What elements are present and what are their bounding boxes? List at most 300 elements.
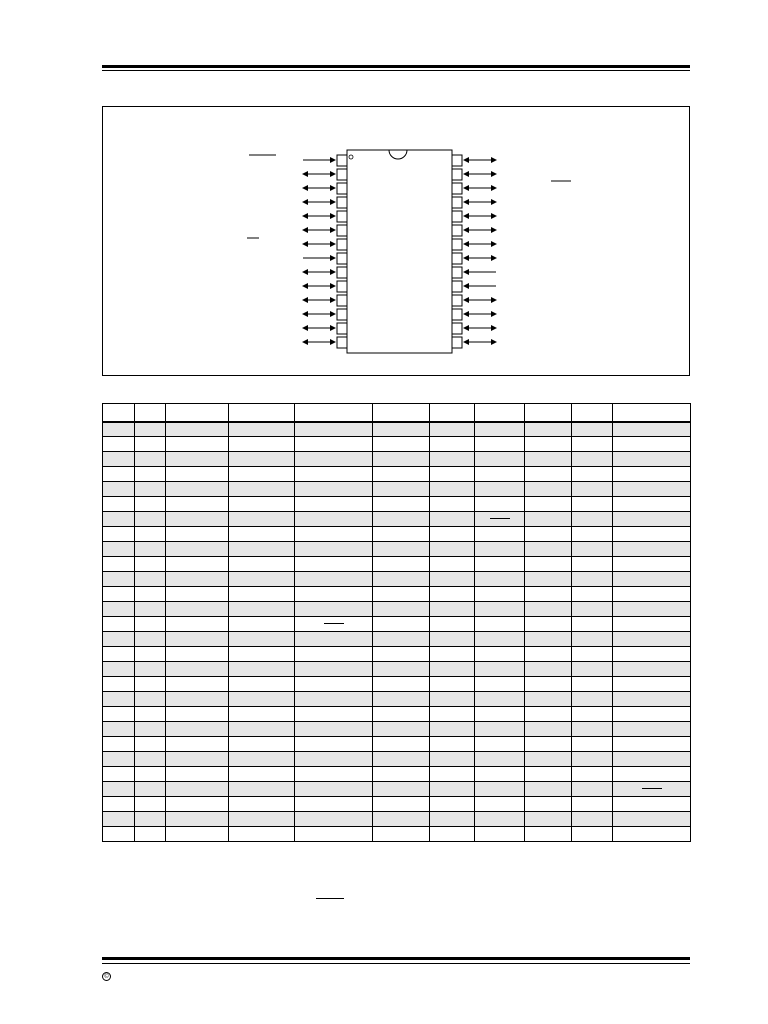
table-cell	[475, 542, 525, 557]
table-cell	[525, 557, 572, 572]
table-cell	[475, 752, 525, 767]
table-cell	[613, 692, 691, 707]
table-cell	[135, 437, 166, 452]
table-cell	[166, 452, 229, 467]
table-cell	[103, 587, 135, 602]
table-cell	[430, 437, 475, 452]
table-cell	[525, 602, 572, 617]
table-cell	[295, 617, 373, 632]
table-cell	[135, 737, 166, 752]
table-cell	[525, 752, 572, 767]
table-cell	[430, 827, 475, 842]
table-cell	[295, 452, 373, 467]
table-cell	[166, 737, 229, 752]
table-cell	[430, 812, 475, 827]
right-pin-pad	[452, 239, 462, 250]
chip-body	[347, 150, 452, 353]
table-cell	[103, 782, 135, 797]
table-cell	[572, 662, 613, 677]
table-cell	[525, 542, 572, 557]
table-cell	[135, 662, 166, 677]
table-cell	[229, 737, 295, 752]
table-cell	[135, 722, 166, 737]
table-cell	[135, 827, 166, 842]
table-cell	[525, 632, 572, 647]
table-cell	[295, 542, 373, 557]
table-cell	[373, 512, 430, 527]
table-cell	[613, 422, 691, 437]
left-pin-pad	[337, 267, 347, 278]
table-cell	[295, 527, 373, 542]
table-cell	[103, 797, 135, 812]
table-cell	[135, 602, 166, 617]
table-cell	[166, 782, 229, 797]
table-cell	[103, 827, 135, 842]
table-cell	[475, 482, 525, 497]
table-cell	[525, 497, 572, 512]
table-cell	[475, 662, 525, 677]
table-cell	[135, 572, 166, 587]
table-cell	[373, 437, 430, 452]
table-cell	[613, 722, 691, 737]
column-header	[613, 404, 691, 422]
table-cell	[103, 482, 135, 497]
table-cell	[103, 662, 135, 677]
table-cell	[572, 812, 613, 827]
table-cell	[613, 497, 691, 512]
table-cell	[229, 557, 295, 572]
table-cell	[430, 452, 475, 467]
table-cell	[430, 677, 475, 692]
table-cell	[430, 632, 475, 647]
table-cell	[373, 452, 430, 467]
table-cell	[103, 692, 135, 707]
table-cell	[373, 782, 430, 797]
right-pin-pad	[452, 211, 462, 222]
right-pin-group	[452, 155, 496, 348]
table-cell	[475, 827, 525, 842]
table-cell	[572, 572, 613, 587]
table-row	[103, 812, 691, 827]
table-cell	[373, 542, 430, 557]
table-cell	[135, 812, 166, 827]
table-cell	[572, 542, 613, 557]
left-pin-pad	[337, 309, 347, 320]
table-row	[103, 437, 691, 452]
table-cell	[430, 752, 475, 767]
table-cell	[572, 527, 613, 542]
table-cell	[135, 527, 166, 542]
table-cell	[475, 632, 525, 647]
table-cell	[229, 677, 295, 692]
table-row	[103, 482, 691, 497]
column-header	[229, 404, 295, 422]
table-cell	[229, 722, 295, 737]
table-cell	[373, 527, 430, 542]
table-row	[103, 632, 691, 647]
table-cell	[613, 617, 691, 632]
table-cell	[613, 752, 691, 767]
table-cell	[103, 452, 135, 467]
table-cell	[229, 527, 295, 542]
table-cell	[135, 752, 166, 767]
table-cell	[572, 617, 613, 632]
table-cell	[430, 602, 475, 617]
table-cell	[166, 647, 229, 662]
table-cell	[229, 647, 295, 662]
pin-allocation-table	[102, 403, 691, 842]
table-cell	[373, 422, 430, 437]
right-pin-pad	[452, 295, 462, 306]
left-pin-pad	[337, 253, 347, 264]
table-cell	[103, 602, 135, 617]
table-cell	[103, 722, 135, 737]
table-cell	[103, 512, 135, 527]
table-cell	[135, 587, 166, 602]
column-header	[475, 404, 525, 422]
right-pin-pad	[452, 183, 462, 194]
table-cell	[373, 557, 430, 572]
table-row	[103, 647, 691, 662]
table-cell	[373, 767, 430, 782]
table-cell	[430, 797, 475, 812]
table-cell	[475, 812, 525, 827]
table-cell	[525, 422, 572, 437]
table-cell	[613, 767, 691, 782]
table-cell	[229, 812, 295, 827]
table-cell	[475, 527, 525, 542]
table-cell	[475, 557, 525, 572]
table-cell	[229, 482, 295, 497]
table-cell	[430, 617, 475, 632]
table-cell	[572, 692, 613, 707]
table-row	[103, 542, 691, 557]
table-cell	[135, 677, 166, 692]
table-cell	[135, 542, 166, 557]
table-cell	[373, 647, 430, 662]
table-cell	[373, 752, 430, 767]
table-cell	[475, 737, 525, 752]
table-cell	[572, 797, 613, 812]
table-cell	[525, 467, 572, 482]
left-pin-pad	[337, 169, 347, 180]
table-cell	[475, 497, 525, 512]
table-cell	[475, 422, 525, 437]
table-cell	[229, 617, 295, 632]
table-cell	[295, 422, 373, 437]
table-cell	[229, 422, 295, 437]
column-header	[430, 404, 475, 422]
table-cell	[613, 512, 691, 527]
table-cell	[475, 767, 525, 782]
table-row	[103, 572, 691, 587]
table-cell	[229, 797, 295, 812]
table-cell	[166, 527, 229, 542]
table-row	[103, 737, 691, 752]
table-body	[103, 422, 691, 842]
table-cell	[430, 542, 475, 557]
table-cell	[373, 812, 430, 827]
table-cell	[135, 467, 166, 482]
right-pin-pad	[452, 155, 462, 166]
table-cell	[295, 602, 373, 617]
pin-diagram-figure	[102, 106, 690, 376]
table-cell	[525, 647, 572, 662]
table-cell	[430, 587, 475, 602]
table-cell	[229, 827, 295, 842]
table-cell	[166, 707, 229, 722]
table-cell	[475, 467, 525, 482]
table-cell	[373, 677, 430, 692]
table-row	[103, 797, 691, 812]
table-cell	[135, 707, 166, 722]
table-cell	[229, 512, 295, 527]
table-cell	[103, 572, 135, 587]
table-cell	[430, 647, 475, 662]
table-cell	[166, 572, 229, 587]
table-cell	[166, 812, 229, 827]
table-cell	[229, 572, 295, 587]
table-cell	[373, 467, 430, 482]
table-cell	[475, 722, 525, 737]
right-pin-pad	[452, 337, 462, 348]
table-row	[103, 662, 691, 677]
table-cell	[295, 812, 373, 827]
table-cell	[166, 617, 229, 632]
table-cell	[613, 647, 691, 662]
table-cell	[525, 737, 572, 752]
table-cell	[295, 437, 373, 452]
table-cell	[572, 467, 613, 482]
table-cell	[430, 482, 475, 497]
table-cell	[166, 632, 229, 647]
table-cell	[613, 572, 691, 587]
table-cell	[166, 827, 229, 842]
table-cell	[430, 572, 475, 587]
table-row	[103, 467, 691, 482]
table-row	[103, 782, 691, 797]
table-cell	[572, 437, 613, 452]
table-row	[103, 557, 691, 572]
table-cell	[475, 707, 525, 722]
table-cell	[166, 662, 229, 677]
table-cell	[613, 662, 691, 677]
right-pin-pad	[452, 253, 462, 264]
table-cell	[373, 827, 430, 842]
table-row	[103, 722, 691, 737]
table-cell	[525, 782, 572, 797]
table-cell	[229, 707, 295, 722]
table-cell	[166, 422, 229, 437]
table-cell	[525, 512, 572, 527]
left-pin-pad	[337, 183, 347, 194]
table-cell	[295, 797, 373, 812]
table-cell	[166, 557, 229, 572]
table-cell	[430, 527, 475, 542]
table-cell	[613, 707, 691, 722]
table-cell	[166, 752, 229, 767]
table-cell	[103, 632, 135, 647]
table-cell	[166, 602, 229, 617]
header-rule-thin	[102, 70, 690, 71]
left-pin-group	[303, 155, 347, 348]
table-cell	[430, 497, 475, 512]
table-cell	[373, 482, 430, 497]
table-cell	[572, 737, 613, 752]
table-cell	[135, 647, 166, 662]
column-header	[166, 404, 229, 422]
table-cell	[135, 632, 166, 647]
table-cell	[135, 617, 166, 632]
table-cell	[135, 422, 166, 437]
table-cell	[525, 572, 572, 587]
left-pin-pad	[337, 197, 347, 208]
table-cell	[430, 467, 475, 482]
table-cell	[430, 782, 475, 797]
right-pin-pad	[452, 225, 462, 236]
table-row	[103, 617, 691, 632]
table-cell	[135, 497, 166, 512]
table-cell	[166, 467, 229, 482]
table-cell	[475, 677, 525, 692]
table-cell	[103, 497, 135, 512]
column-header	[373, 404, 430, 422]
left-pin-pad	[337, 281, 347, 292]
table-row	[103, 827, 691, 842]
table-cell	[295, 587, 373, 602]
table-cell	[295, 662, 373, 677]
table-cell	[103, 422, 135, 437]
table-row	[103, 692, 691, 707]
table-cell	[295, 572, 373, 587]
table-cell	[373, 662, 430, 677]
table-row	[103, 497, 691, 512]
table-cell	[373, 692, 430, 707]
table-cell	[430, 722, 475, 737]
table-cell	[135, 767, 166, 782]
table-cell	[166, 677, 229, 692]
table-cell	[475, 452, 525, 467]
header-rule-thick	[102, 65, 690, 68]
overbar-mark	[324, 623, 344, 624]
table-cell	[103, 617, 135, 632]
table-cell	[373, 707, 430, 722]
table-cell	[135, 797, 166, 812]
table-cell	[572, 767, 613, 782]
table-cell	[525, 827, 572, 842]
table-row	[103, 512, 691, 527]
column-header	[525, 404, 572, 422]
table-cell	[613, 602, 691, 617]
table-cell	[572, 497, 613, 512]
table-cell	[430, 512, 475, 527]
table-cell	[229, 437, 295, 452]
table-cell	[135, 557, 166, 572]
table-cell	[135, 782, 166, 797]
copyright-symbol: ©	[102, 972, 111, 981]
table-cell	[373, 797, 430, 812]
table-cell	[572, 602, 613, 617]
table-cell	[166, 482, 229, 497]
table-cell	[572, 707, 613, 722]
table-cell	[295, 707, 373, 722]
table-cell	[525, 707, 572, 722]
column-header	[103, 404, 135, 422]
table-cell	[166, 767, 229, 782]
table-cell	[295, 497, 373, 512]
table-cell	[475, 692, 525, 707]
table-cell	[373, 587, 430, 602]
table-cell	[166, 692, 229, 707]
table-cell	[373, 497, 430, 512]
table-cell	[613, 812, 691, 827]
table-cell	[525, 677, 572, 692]
table-cell	[229, 662, 295, 677]
table-cell	[525, 692, 572, 707]
table-cell	[103, 467, 135, 482]
left-pin-pad	[337, 295, 347, 306]
table-note-overbar	[316, 898, 344, 899]
table-cell	[229, 767, 295, 782]
table-cell	[525, 662, 572, 677]
table-cell	[295, 692, 373, 707]
table-cell	[572, 422, 613, 437]
table-cell	[430, 422, 475, 437]
table-cell	[572, 827, 613, 842]
table-cell	[166, 437, 229, 452]
table-cell	[229, 632, 295, 647]
table-cell	[373, 737, 430, 752]
table-cell	[613, 467, 691, 482]
overbar-mark	[642, 788, 662, 789]
left-pin-pad	[337, 225, 347, 236]
table-cell	[613, 557, 691, 572]
table-cell	[572, 512, 613, 527]
table-cell	[295, 767, 373, 782]
table-row	[103, 707, 691, 722]
table-cell	[525, 767, 572, 782]
table-cell	[572, 752, 613, 767]
table-cell	[229, 587, 295, 602]
table-cell	[430, 767, 475, 782]
left-pin-pad	[337, 323, 347, 334]
table-cell	[103, 677, 135, 692]
table-cell	[525, 527, 572, 542]
table-cell	[430, 737, 475, 752]
table-cell	[166, 542, 229, 557]
table-cell	[229, 782, 295, 797]
table-cell	[166, 512, 229, 527]
table-cell	[135, 482, 166, 497]
table-cell	[373, 722, 430, 737]
table-cell	[613, 542, 691, 557]
table-cell	[525, 617, 572, 632]
left-pin-pad	[337, 239, 347, 250]
table-cell	[295, 647, 373, 662]
left-pin-pad	[337, 337, 347, 348]
table-cell	[166, 587, 229, 602]
table-cell	[295, 632, 373, 647]
table-cell	[373, 602, 430, 617]
table-cell	[475, 587, 525, 602]
table-cell	[295, 782, 373, 797]
table-cell	[613, 482, 691, 497]
table-cell	[525, 452, 572, 467]
table-cell	[103, 557, 135, 572]
table-cell	[613, 677, 691, 692]
table-cell	[103, 752, 135, 767]
column-header	[295, 404, 373, 422]
